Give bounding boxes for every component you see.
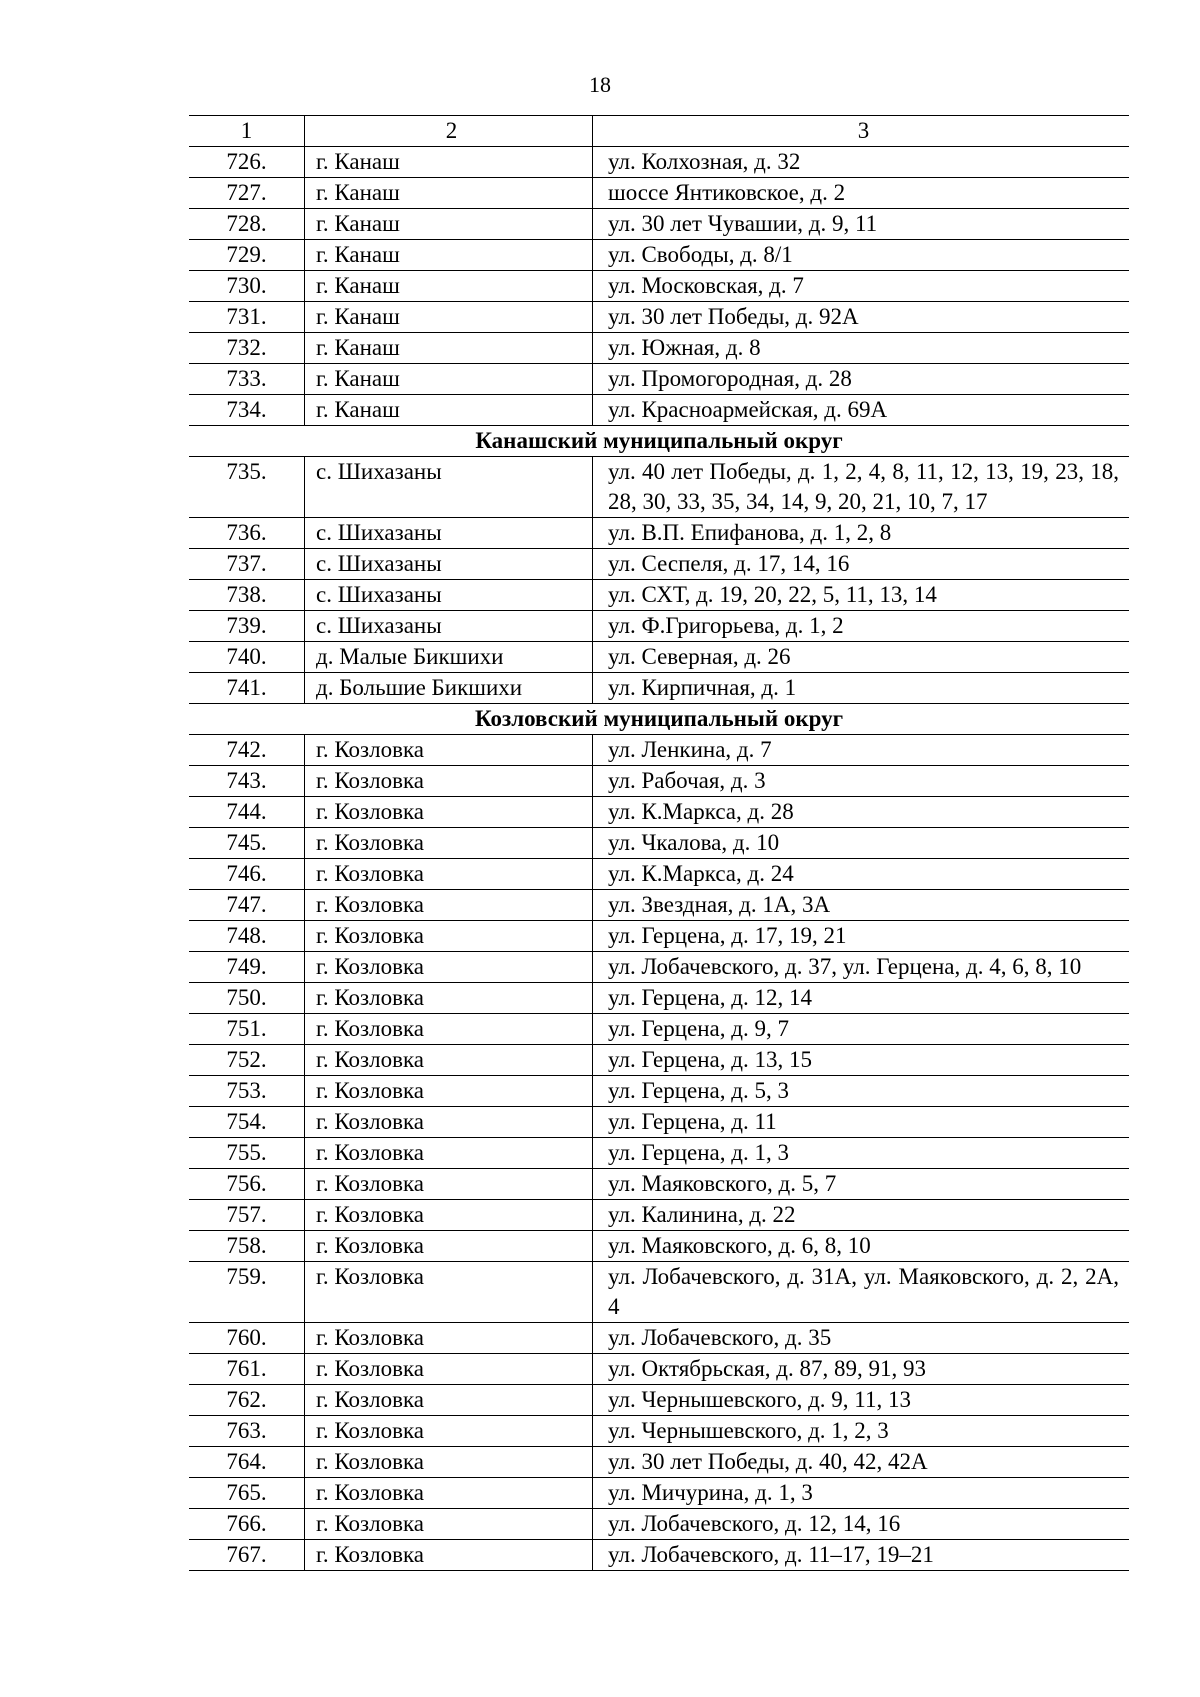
table-row: [189, 549, 1129, 580]
row-settlement: г. Козловка: [305, 1169, 593, 1200]
row-settlement: г. Канаш: [305, 302, 593, 333]
row-address: ул. 30 лет Победы, д. 40, 42, 42А: [593, 1447, 1130, 1478]
section-title: Канашский муниципальный округ: [189, 426, 1129, 457]
row-address: шоссе Янтиковское, д. 2: [593, 178, 1130, 209]
row-address: ул. СХТ, д. 19, 20, 22, 5, 11, 13, 14: [593, 580, 1130, 611]
row-settlement: г. Канаш: [305, 395, 593, 426]
header-row: [189, 116, 1129, 147]
table-row: [189, 271, 1129, 302]
table-row: [189, 921, 1129, 952]
row-address: ул. Южная, д. 8: [593, 333, 1130, 364]
table-row: [189, 1262, 1129, 1323]
row-address: ул. Лобачевского, д. 35: [593, 1323, 1130, 1354]
table-row: [189, 209, 1129, 240]
header-col-3: 3: [593, 116, 1130, 147]
row-number: 733.: [189, 364, 305, 395]
row-address: ул. Мичурина, д. 1, 3: [593, 1478, 1130, 1509]
header-col-1: 1: [189, 116, 305, 147]
row-settlement: с. Шихазаны: [305, 518, 593, 549]
row-address: ул. Маяковского, д. 5, 7: [593, 1169, 1130, 1200]
table-row: [189, 1478, 1129, 1509]
row-number: 726.: [189, 147, 305, 178]
row-address: ул. Лобачевского, д. 11–17, 19–21: [593, 1540, 1130, 1571]
table-row: [189, 1169, 1129, 1200]
table-row: [189, 302, 1129, 333]
row-number: 749.: [189, 952, 305, 983]
row-address: ул. Лобачевского, д. 12, 14, 16: [593, 1509, 1130, 1540]
row-number: 728.: [189, 209, 305, 240]
row-settlement: с. Шихазаны: [305, 580, 593, 611]
table-row: [189, 1416, 1129, 1447]
row-settlement: г. Канаш: [305, 178, 593, 209]
row-settlement: д. Малые Бикшихи: [305, 642, 593, 673]
address-table: [189, 115, 1129, 1571]
table-row: [189, 457, 1129, 518]
row-number: 759.: [189, 1262, 305, 1323]
row-settlement: г. Козловка: [305, 1540, 593, 1571]
row-address: ул. 30 лет Чувашии, д. 9, 11: [593, 209, 1130, 240]
row-address: ул. Красноармейская, д. 69А: [593, 395, 1130, 426]
row-number: 732.: [189, 333, 305, 364]
row-number: 761.: [189, 1354, 305, 1385]
row-settlement: г. Козловка: [305, 921, 593, 952]
row-address: ул. Маяковского, д. 6, 8, 10: [593, 1231, 1130, 1262]
row-address: ул. К.Маркса, д. 24: [593, 859, 1130, 890]
row-settlement: г. Козловка: [305, 735, 593, 766]
row-settlement: с. Шихазаны: [305, 549, 593, 580]
row-settlement: г. Козловка: [305, 1354, 593, 1385]
row-address: ул. 30 лет Победы, д. 92А: [593, 302, 1130, 333]
row-number: 747.: [189, 890, 305, 921]
row-settlement: г. Козловка: [305, 1323, 593, 1354]
row-settlement: г. Козловка: [305, 828, 593, 859]
table-row: [189, 797, 1129, 828]
row-settlement: д. Большие Бикшихи: [305, 673, 593, 704]
table-row: [189, 1447, 1129, 1478]
table-row: [189, 673, 1129, 704]
row-settlement: г. Козловка: [305, 766, 593, 797]
table-row: [189, 1076, 1129, 1107]
row-address: ул. Лобачевского, д. 31А, ул. Маяковского, д. 2, 2А, 4: [593, 1262, 1130, 1323]
row-number: 760.: [189, 1323, 305, 1354]
table-row: [189, 1509, 1129, 1540]
row-address: ул. Ф.Григорьева, д. 1, 2: [593, 611, 1130, 642]
row-settlement: г. Козловка: [305, 1231, 593, 1262]
row-number: 744.: [189, 797, 305, 828]
row-number: 735.: [189, 457, 305, 518]
row-number: 756.: [189, 1169, 305, 1200]
row-settlement: с. Шихазаны: [305, 457, 593, 518]
row-number: 755.: [189, 1138, 305, 1169]
row-address: ул. Колхозная, д. 32: [593, 147, 1130, 178]
row-address: ул. Калинина, д. 22: [593, 1200, 1130, 1231]
table-row: [189, 580, 1129, 611]
table-row: [189, 1385, 1129, 1416]
row-number: 746.: [189, 859, 305, 890]
row-settlement: г. Козловка: [305, 1014, 593, 1045]
row-address: ул. Герцена, д. 5, 3: [593, 1076, 1130, 1107]
table-row: [189, 859, 1129, 890]
row-number: 763.: [189, 1416, 305, 1447]
row-number: 750.: [189, 983, 305, 1014]
row-settlement: г. Козловка: [305, 1509, 593, 1540]
row-number: 738.: [189, 580, 305, 611]
row-number: 757.: [189, 1200, 305, 1231]
table-row: [189, 333, 1129, 364]
row-settlement: г. Козловка: [305, 1478, 593, 1509]
row-address: ул. Московская, д. 7: [593, 271, 1130, 302]
row-settlement: г. Канаш: [305, 333, 593, 364]
table-row: [189, 1323, 1129, 1354]
row-address: ул. Герцена, д. 1, 3: [593, 1138, 1130, 1169]
row-settlement: г. Козловка: [305, 859, 593, 890]
row-address: ул. Северная, д. 26: [593, 642, 1130, 673]
row-number: 753.: [189, 1076, 305, 1107]
row-address: ул. Кирпичная, д. 1: [593, 673, 1130, 704]
row-settlement: г. Козловка: [305, 952, 593, 983]
row-settlement: г. Козловка: [305, 983, 593, 1014]
row-address: ул. Герцена, д. 17, 19, 21: [593, 921, 1130, 952]
row-number: 740.: [189, 642, 305, 673]
row-settlement: г. Козловка: [305, 797, 593, 828]
row-number: 736.: [189, 518, 305, 549]
section-title: Козловский муниципальный округ: [189, 704, 1129, 735]
row-settlement: г. Козловка: [305, 1138, 593, 1169]
row-address: ул. Чернышевского, д. 9, 11, 13: [593, 1385, 1130, 1416]
row-settlement: г. Канаш: [305, 147, 593, 178]
row-address: ул. 40 лет Победы, д. 1, 2, 4, 8, 11, 12, 13, 19, 23, 18, 28, 30, 33, 35, 34, 14, 9, 20, 21, 10, 7, 17: [593, 457, 1130, 518]
table-row: [189, 1540, 1129, 1571]
table-row: [189, 1354, 1129, 1385]
table-row: [189, 364, 1129, 395]
row-number: 739.: [189, 611, 305, 642]
row-number: 748.: [189, 921, 305, 952]
row-address: ул. Октябрьская, д. 87, 89, 91, 93: [593, 1354, 1130, 1385]
table-row: [189, 983, 1129, 1014]
row-address: ул. Чернышевского, д. 1, 2, 3: [593, 1416, 1130, 1447]
row-settlement: г. Канаш: [305, 271, 593, 302]
row-settlement: г. Козловка: [305, 1076, 593, 1107]
row-number: 745.: [189, 828, 305, 859]
row-settlement: г. Козловка: [305, 1200, 593, 1231]
table-row: [189, 828, 1129, 859]
row-number: 731.: [189, 302, 305, 333]
table-row: [189, 735, 1129, 766]
row-number: 766.: [189, 1509, 305, 1540]
row-settlement: г. Козловка: [305, 1416, 593, 1447]
row-number: 754.: [189, 1107, 305, 1138]
row-address: ул. Сеспеля, д. 17, 14, 16: [593, 549, 1130, 580]
row-settlement: г. Канаш: [305, 240, 593, 271]
row-number: 765.: [189, 1478, 305, 1509]
row-number: 758.: [189, 1231, 305, 1262]
row-number: 737.: [189, 549, 305, 580]
table-row: [189, 1014, 1129, 1045]
table-row: [189, 1107, 1129, 1138]
table-row: [189, 1200, 1129, 1231]
table-row: [189, 952, 1129, 983]
row-number: 762.: [189, 1385, 305, 1416]
row-number: 742.: [189, 735, 305, 766]
row-settlement: г. Козловка: [305, 1107, 593, 1138]
row-number: 741.: [189, 673, 305, 704]
row-number: 734.: [189, 395, 305, 426]
row-address: ул. Герцена, д. 11: [593, 1107, 1130, 1138]
row-settlement: г. Козловка: [305, 1045, 593, 1076]
table-row: [189, 642, 1129, 673]
header-col-2: 2: [305, 116, 593, 147]
row-settlement: г. Канаш: [305, 209, 593, 240]
table-row: [189, 240, 1129, 271]
row-address: ул. В.П. Епифанова, д. 1, 2, 8: [593, 518, 1130, 549]
row-address: ул. Рабочая, д. 3: [593, 766, 1130, 797]
row-address: ул. Герцена, д. 12, 14: [593, 983, 1130, 1014]
table-row: [189, 518, 1129, 549]
section-row: [189, 426, 1129, 457]
row-settlement: г. Козловка: [305, 1447, 593, 1478]
row-settlement: г. Канаш: [305, 364, 593, 395]
section-row: [189, 704, 1129, 735]
table-row: [189, 611, 1129, 642]
row-address: ул. Звездная, д. 1А, 3А: [593, 890, 1130, 921]
row-address: ул. Промогородная, д. 28: [593, 364, 1130, 395]
row-number: 727.: [189, 178, 305, 209]
table-row: [189, 178, 1129, 209]
table-row: [189, 1138, 1129, 1169]
table-row: [189, 147, 1129, 178]
row-address: ул. Свободы, д. 8/1: [593, 240, 1130, 271]
row-number: 743.: [189, 766, 305, 797]
row-number: 764.: [189, 1447, 305, 1478]
row-address: ул. Ленкина, д. 7: [593, 735, 1130, 766]
row-settlement: г. Козловка: [305, 1262, 593, 1323]
table-row: [189, 890, 1129, 921]
table-row: [189, 1045, 1129, 1076]
page-number: 18: [589, 72, 611, 97]
row-address: ул. Герцена, д. 9, 7: [593, 1014, 1130, 1045]
table-row: [189, 395, 1129, 426]
row-settlement: г. Козловка: [305, 1385, 593, 1416]
row-settlement: с. Шихазаны: [305, 611, 593, 642]
address-table-body: [189, 116, 1129, 1571]
row-number: 751.: [189, 1014, 305, 1045]
row-address: ул. Чкалова, д. 10: [593, 828, 1130, 859]
row-number: 730.: [189, 271, 305, 302]
row-settlement: г. Козловка: [305, 890, 593, 921]
row-address: ул. К.Маркса, д. 28: [593, 797, 1130, 828]
row-address: ул. Герцена, д. 13, 15: [593, 1045, 1130, 1076]
row-number: 729.: [189, 240, 305, 271]
row-address: ул. Лобачевского, д. 37, ул. Герцена, д. 4, 6, 8, 10: [593, 952, 1130, 983]
row-number: 752.: [189, 1045, 305, 1076]
table-row: [189, 1231, 1129, 1262]
table-row: [189, 766, 1129, 797]
row-number: 767.: [189, 1540, 305, 1571]
